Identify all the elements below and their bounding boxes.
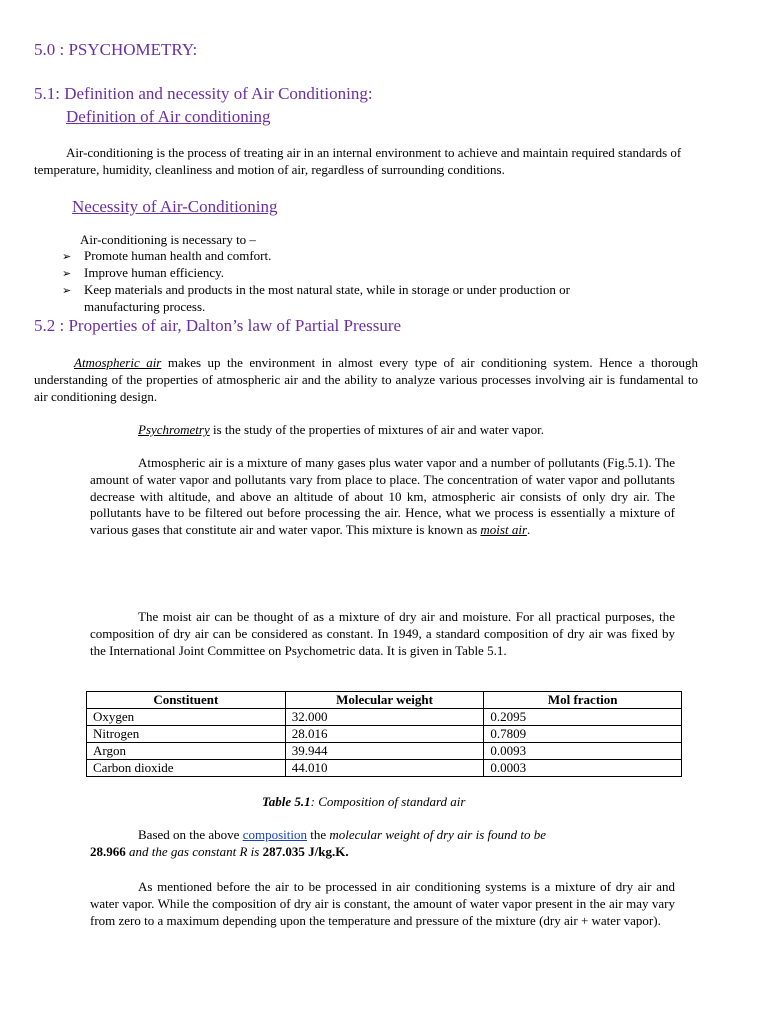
- paragraph-atmospheric-air-text: makes up the environment in almost every type of air conditioning system. Hence a thorough understanding of the properties of atmospheric air and the ability to analyze various processes involving air is fundamental to air conditioning design.: [34, 355, 698, 404]
- arrow-bullet-icon: ➢: [62, 251, 72, 263]
- definition-paragraph: Air-conditioning is the process of treating air in an internal environment to achieve and maintain required standards of temperature, humidity, cleanliness and motion of air, regardless of surrounding conditions.: [34, 145, 682, 177]
- table-row: [87, 709, 682, 726]
- gas-constant-value: 287.035 J/kg.K.: [262, 843, 349, 859]
- paragraph-moist-air: [90, 455, 675, 539]
- table-header-cell: Mol fraction: [484, 692, 682, 709]
- paragraph-mid-text: the: [306, 827, 330, 842]
- term-psychrometry: Psychrometry: [138, 422, 210, 437]
- paragraph-moist-air-text: Atmospheric air is a mixture of many gases plus water vapor and a number of pollutants (Fig.5.1). The amount of water vapor and pollutants vary from place to place. The concentration of water vapor and pollutants decrease with altitude, and above an altitude of about 10 km, atmospheric air consists of only dry air. The pollutants have to be filtered out before processing the air. Hence, what we process is essentially a mixture of various gases that constitute air and water vapor. This mixture is known as: [90, 455, 675, 538]
- heading-psychometry: 5.0 : PSYCHOMETRY:: [34, 40, 198, 59]
- table-cell: 32.000: [285, 709, 484, 726]
- table-header-cell: Constituent: [87, 692, 286, 709]
- paragraph-molecular-weight: [90, 827, 690, 861]
- composition-link[interactable]: composition: [242, 827, 307, 842]
- heading-5-1: 5.1: Definition and necessity of Air Conditioning:: [34, 84, 373, 103]
- table-cell: Carbon dioxide: [87, 760, 286, 777]
- subheading-necessity: Necessity of Air-Conditioning: [72, 197, 278, 216]
- table-cell: Argon: [87, 743, 286, 760]
- paragraph-italic-text: molecular weight of dry air is found to be: [329, 827, 547, 842]
- term-atmospheric-air: Atmospheric air: [74, 355, 162, 370]
- table-cell: 0.7809: [484, 726, 682, 743]
- dry-air-molecular-weight: 28.966: [90, 843, 126, 859]
- bullet-item: Improve human efficiency.: [84, 265, 225, 280]
- table-cell: 44.010: [285, 760, 484, 777]
- table-row: [87, 726, 682, 743]
- table-cell: 0.0093: [484, 743, 682, 760]
- table-cell: 28.016: [285, 726, 484, 743]
- table-cell: 0.2095: [484, 709, 682, 726]
- table-header-cell: Molecular weight: [285, 692, 484, 709]
- table-row: [87, 743, 682, 760]
- composition-table: [86, 691, 682, 777]
- paragraph-moist-air-mixture: As mentioned before the air to be processed in air conditioning systems is a mixture of dry air and water vapor. While the composition of dry air is constant, the amount of water vapor present in the air may vary from zero to a maximum depending upon the temperature and pressure of the mixture (dry air + water vapor).: [90, 879, 675, 928]
- table-cell: Oxygen: [87, 709, 286, 726]
- arrow-bullet-icon: ➢: [62, 285, 72, 297]
- necessity-intro: Air-conditioning is necessary to –: [80, 232, 256, 247]
- bullet-item: Promote human health and comfort.: [84, 248, 272, 263]
- table-header-row: [87, 692, 682, 709]
- table-cell: 39.944: [285, 743, 484, 760]
- paragraph-dry-air-composition: The moist air can be thought of as a mixture of dry air and moisture. For all practical purposes, the composition of dry air can be considered as constant. In 1949, a standard composition of dry air was fixed by the International Joint Committee on Psychometric data. It is given in Table 5.1.: [90, 609, 675, 658]
- subheading-definition: Definition of Air conditioning: [66, 107, 271, 126]
- table-cell: 0.0003: [484, 760, 682, 777]
- necessity-bullet-list: [0, 248, 768, 318]
- paragraph-moist-air-end: .: [527, 522, 531, 538]
- table-caption-label: Table 5.1: [262, 794, 311, 809]
- heading-5-2: 5.2 : Properties of air, Dalton’s law of Partial Pressure: [34, 316, 402, 335]
- table-caption-text: : Composition of standard air: [310, 794, 466, 809]
- paragraph-italic-text: and the gas constant R is: [125, 843, 263, 859]
- arrow-bullet-icon: ➢: [62, 268, 72, 280]
- paragraph-psychrometry-text: is the study of the properties of mixtures of air and water vapor.: [209, 422, 545, 437]
- paragraph-psychrometry: [138, 422, 544, 439]
- bullet-item: Keep materials and products in the most natural state, while in storage or under production or: [84, 282, 570, 297]
- paragraph-lead-text: Based on the above: [138, 827, 243, 842]
- term-moist-air: moist air: [480, 522, 527, 538]
- table-cell: Nitrogen: [87, 726, 286, 743]
- paragraph-atmospheric-air: [34, 355, 698, 405]
- table-row: [87, 760, 682, 777]
- bullet-item-continuation: manufacturing process.: [84, 299, 206, 314]
- table-caption: [262, 794, 465, 811]
